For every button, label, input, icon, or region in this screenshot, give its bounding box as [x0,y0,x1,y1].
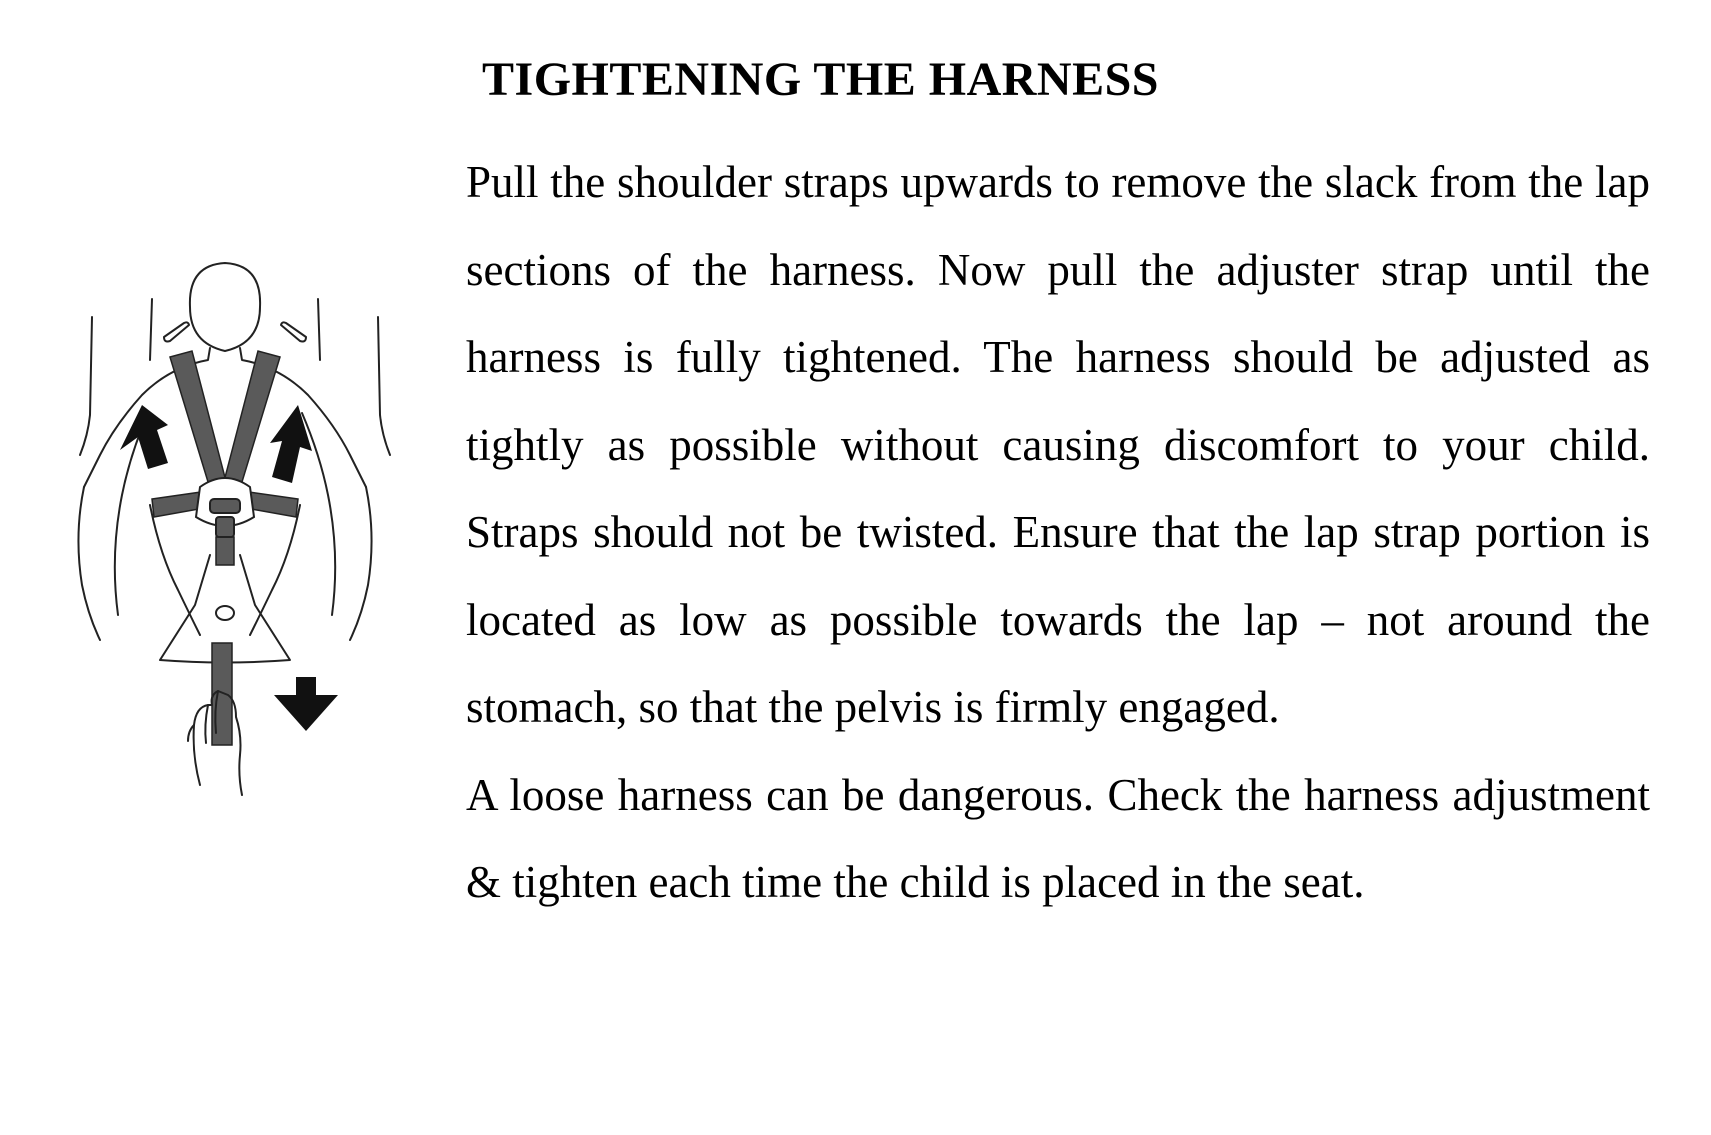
instructions-text [466,139,1650,927]
seat-outline-left [80,317,92,455]
seat-outline-right [378,317,390,455]
child-head [190,263,260,351]
harness-diagram [60,255,410,875]
paragraph-tightening: Pull the shoulder straps upwards to remove the slack from the lap sections of the harness. Now pull the adjuster strap until the harness is fully tightened. The harness should be adjusted as tightly as possible without causing discomfort to your child. Straps should not be twisted. Ensure that the lap strap portion is located as low as possible towards the lap – not around the stomach, so that the pelvis is firmly engaged. [466,157,1650,732]
shoulder-strap-left [170,351,228,495]
harness-diagram-svg [60,255,410,875]
crotch-strap [216,537,234,565]
paragraph-warning: A loose harness can be dangerous. Check the harness adjustment & tighten each time the child is placed in the seat. [466,769,1650,907]
up-arrow-icon-right [270,405,312,483]
headrest-right [318,299,320,360]
slot-left [164,322,189,341]
up-arrow-icon-left [120,405,168,469]
headrest-left [150,299,152,360]
adjuster-hole [216,606,234,620]
shoulder-strap-right [222,351,280,495]
slot-right [281,322,306,341]
page-title: TIGHTENING THE HARNESS [482,53,1159,106]
down-arrow-icon [274,677,338,731]
